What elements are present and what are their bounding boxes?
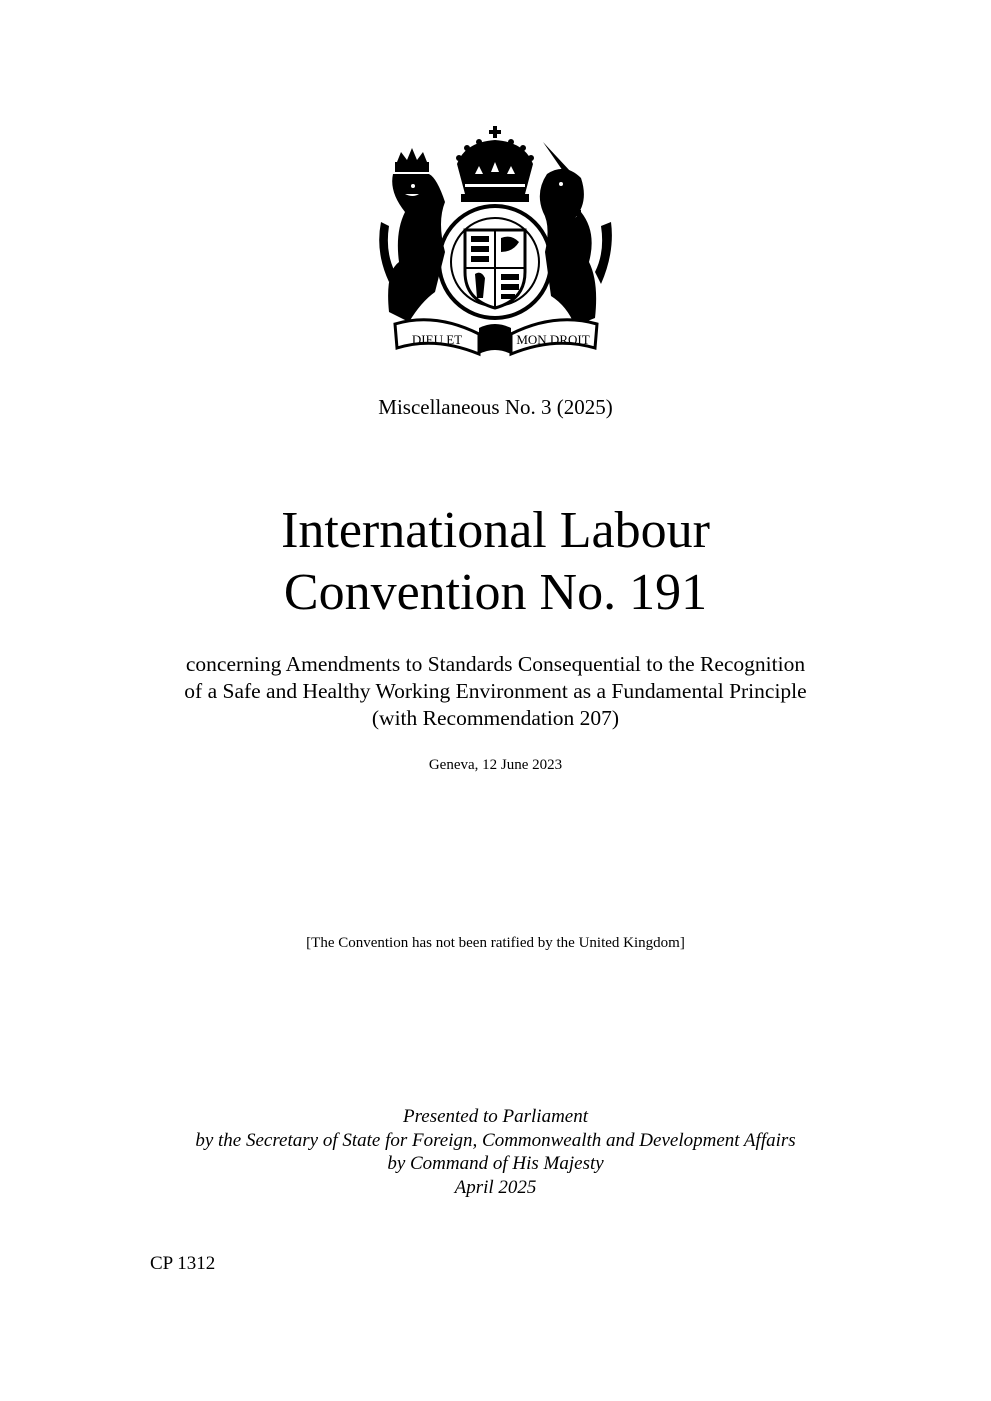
presentation-date: April 2025 [454, 1176, 537, 1198]
document-title [0, 500, 991, 624]
presentation-line-3: by Command of His Majesty [387, 1153, 604, 1174]
royal-coat-of-arms-icon [375, 122, 615, 362]
title-line-2: Convention No. 191 [283, 564, 708, 621]
presentation-line-1: Presented to Parliament [402, 1106, 589, 1127]
ratification-note: [The Convention has not been ratified by the United Kingdom] [306, 935, 685, 951]
svg-text:DIEU ET: DIEU ET [411, 332, 463, 347]
title-line-1: International Labour [281, 502, 710, 559]
presentation-statement [0, 1105, 991, 1199]
svg-text:MON DROIT: MON DROIT [516, 332, 590, 347]
document-subtitle [0, 651, 991, 732]
subtitle-line-3: (with Recommendation 207) [371, 706, 620, 730]
subtitle-line-2: of a Safe and Healthy Working Environment as a Fundamental Principle [184, 679, 807, 703]
command-paper-number: CP 1312 [150, 1253, 216, 1274]
series-number: Miscellaneous No. 3 (2025) [378, 395, 613, 419]
presentation-line-2: by the Secretary of State for Foreign, Commonwealth and Development Affairs [195, 1129, 796, 1151]
subtitle-line-1: concerning Amendments to Standards Consequential to the Recognition [185, 652, 806, 676]
place-and-date: Geneva, 12 June 2023 [428, 757, 563, 773]
